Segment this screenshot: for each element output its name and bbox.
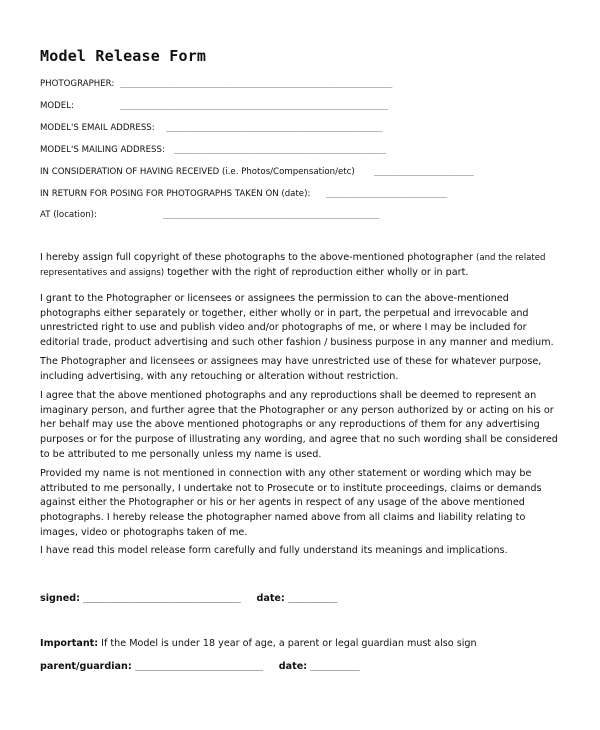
guardian-signature-line[interactable]: __________________________ [134, 662, 263, 672]
field-blank[interactable]: ____________________________ [326, 189, 447, 198]
guardian-date-line[interactable]: __________ [310, 662, 360, 672]
date-label: date: [256, 593, 285, 604]
signature-line[interactable]: ________________________________ [82, 594, 241, 604]
important-label: Important: [40, 638, 99, 649]
paragraph-note: (and the related representatives and assigns) [40, 253, 546, 278]
paragraph-copyright [40, 251, 565, 280]
field-blank[interactable]: _______________________________________________________________ [120, 79, 392, 88]
signature-date-line[interactable]: __________ [287, 594, 338, 604]
field-blank[interactable]: _______________________ [374, 167, 474, 176]
signature-row [40, 593, 337, 605]
field-posing-date [40, 189, 565, 200]
field-label: IN RETURN FOR POSING FOR PHOTOGRAPHS TAKEN ON (date): [40, 189, 311, 199]
field-label: MODEL'S EMAIL ADDRESS: [40, 123, 155, 133]
field-label: MODEL: [40, 101, 74, 111]
guardian-date-label: date: [278, 661, 308, 672]
field-blank[interactable]: _________________________________________________ [174, 145, 386, 154]
important-note [40, 638, 477, 650]
field-blank[interactable]: __________________________________________________ [163, 210, 379, 219]
field-model [40, 101, 565, 112]
field-model-email [40, 123, 565, 134]
field-blank[interactable]: ______________________________________________________________ [120, 101, 388, 110]
paragraph-acknowledgement: I have read this model release form carefully and fully understand its meanings and implications. [40, 545, 508, 556]
field-label: IN CONSIDERATION OF HAVING RECEIVED (i.e. Photos/Compensation/etc) [40, 167, 355, 177]
paragraph-permission: I grant to the Photographer or licensees or assignees the permission to can the above-mentioned photographs either separately or together, either wholly or in part, the perpetual and irrevocable and unrestricted right to use and publish video and/or photographs of me, or where I may be included for editorial trade, product advertising and such other fashion / business purpose in any manner and medium. [40, 293, 554, 349]
paragraph-imaginary-person: I agree that the above mentioned photographs and any reproductions shall be deemed to represent an imaginary person, and further agree that the Photographer or any person authorized by or acting on his or her behalf may use the above mentioned photographs or any reproductions of them for any advertising purposes or for the purpose of illustrating any wording, and agree that no such wording shall be considered to be attributed to me personally unless my name is used. [40, 390, 558, 460]
paragraph-unrestricted-use: The Photographer and licensees or assignees may have unrestricted use of these for whatever purpose, including advertising, with any retouching or alteration without restriction. [40, 356, 542, 382]
guardian-row [40, 661, 359, 673]
field-consideration [40, 167, 565, 178]
paragraph-text: I hereby assign full copyright of these photographs to the above-mentioned photographer [40, 252, 473, 263]
field-model-mailing-address [40, 145, 565, 156]
field-blank[interactable]: __________________________________________________ [166, 123, 382, 132]
paragraph-release: Provided my name is not mentioned in connection with any other statement or wording which may be attributed to me personally, I undertake not to Prosecute or to institute proceedings, claims or demands against either the Photographer or his or her agents in respect of any usage of the above mentioned photographs. I hereby release the photographer named above from all claims and liability relating to images, video or photographs taken of me. [40, 468, 542, 538]
field-label: MODEL'S MAILING ADDRESS: [40, 145, 165, 155]
field-label: AT (location): [40, 210, 97, 220]
page-title: Model Release Form [40, 47, 207, 65]
field-label: PHOTOGRAPHER: [40, 79, 115, 89]
paragraph-text: together with the right of reproduction either wholly or in part. [167, 266, 469, 278]
field-location [40, 210, 565, 221]
signed-label: signed: [40, 593, 80, 604]
important-text: If the Model is under 18 year of age, a parent or legal guardian must also sign [101, 638, 477, 649]
field-photographer [40, 79, 565, 90]
guardian-label: parent/guardian: [40, 661, 132, 672]
